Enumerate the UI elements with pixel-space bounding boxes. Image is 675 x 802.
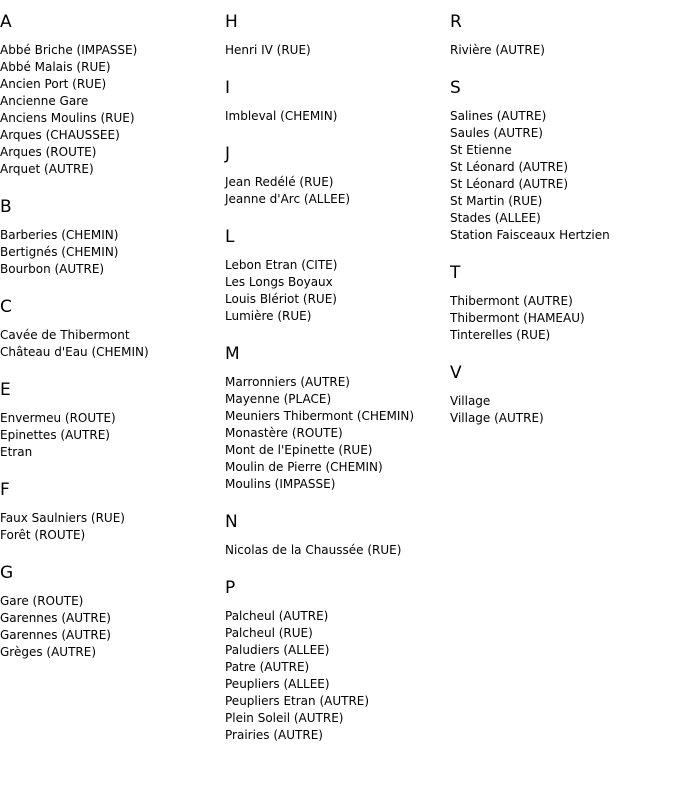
letter-group	[225, 512, 445, 559]
street-link[interactable]: Plein Soleil (AUTRE)	[225, 711, 344, 725]
street-column-3	[450, 12, 670, 446]
street-link[interactable]: Lumière (RUE)	[225, 309, 312, 323]
street-link[interactable]: Barberies (CHEMIN)	[0, 228, 119, 242]
street-link[interactable]: Grèges (AUTRE)	[0, 645, 97, 659]
letter-group	[450, 363, 670, 427]
street-link[interactable]: Peupliers (ALLEE)	[225, 677, 330, 691]
street-link[interactable]: Saules (AUTRE)	[450, 126, 543, 140]
street-list	[0, 510, 220, 544]
letter-group	[0, 563, 220, 661]
street-link[interactable]: Mayenne (PLACE)	[225, 392, 332, 406]
street-link[interactable]: Gare (ROUTE)	[0, 594, 84, 608]
street-link[interactable]: Garennes (AUTRE)	[0, 611, 111, 625]
street-link[interactable]: Jeanne d'Arc (ALLEE)	[225, 192, 350, 206]
street-link[interactable]: Meuniers Thibermont (CHEMIN)	[225, 409, 415, 423]
letter-heading: E	[0, 380, 11, 400]
letter-heading: V	[450, 363, 462, 383]
letter-heading: B	[0, 197, 12, 217]
letter-heading: N	[225, 512, 238, 532]
street-column-2	[225, 12, 445, 763]
letter-group	[450, 78, 670, 244]
street-link[interactable]: St Léonard (AUTRE)	[450, 160, 569, 174]
street-link[interactable]: Moulin de Pierre (CHEMIN)	[225, 460, 383, 474]
street-link[interactable]: Etran	[0, 445, 33, 459]
street-link[interactable]: Jean Redélé (RUE)	[225, 175, 334, 189]
street-list	[225, 542, 445, 559]
street-link[interactable]: Garennes (AUTRE)	[0, 628, 111, 642]
street-link[interactable]: St Léonard (AUTRE)	[450, 177, 569, 191]
street-list	[450, 108, 670, 244]
letter-group	[225, 227, 445, 325]
street-list	[0, 42, 220, 178]
street-link[interactable]: Patre (AUTRE)	[225, 660, 310, 674]
street-list	[0, 410, 220, 461]
street-link[interactable]: Les Longs Boyaux	[225, 275, 333, 289]
street-link[interactable]: Imbleval (CHEMIN)	[225, 109, 338, 123]
street-link[interactable]: Rivière (AUTRE)	[450, 43, 545, 57]
street-list	[225, 174, 445, 208]
street-link[interactable]: St Martin (RUE)	[450, 194, 543, 208]
street-link[interactable]: Envermeu (ROUTE)	[0, 411, 116, 425]
street-link[interactable]: Stades (ALLEE)	[450, 211, 541, 225]
street-link[interactable]: Henri IV (RUE)	[225, 43, 311, 57]
letter-heading: H	[225, 12, 238, 32]
street-link[interactable]: Marronniers (AUTRE)	[225, 375, 350, 389]
street-link[interactable]: Louis Blériot (RUE)	[225, 292, 337, 306]
street-link[interactable]: Peupliers Etran (AUTRE)	[225, 694, 370, 708]
street-link[interactable]: Abbé Malais (RUE)	[0, 60, 111, 74]
letter-heading: J	[225, 144, 231, 164]
letter-heading: S	[450, 78, 461, 98]
street-link[interactable]: Mont de l'Epinette (RUE)	[225, 443, 373, 457]
street-list	[0, 593, 220, 661]
letter-heading: I	[225, 78, 231, 98]
letter-heading: T	[450, 263, 461, 283]
street-link[interactable]: Paludiers (ALLEE)	[225, 643, 330, 657]
street-link[interactable]: Arques (ROUTE)	[0, 145, 97, 159]
street-link[interactable]: Thibermont (AUTRE)	[450, 294, 573, 308]
letter-group	[0, 297, 220, 361]
letter-heading: P	[225, 578, 236, 598]
street-link[interactable]: Lebon Etran (CITE)	[225, 258, 338, 272]
letter-group	[0, 197, 220, 278]
street-link[interactable]: Anciens Moulins (RUE)	[0, 111, 135, 125]
street-link[interactable]: Forêt (ROUTE)	[0, 528, 86, 542]
street-link[interactable]: Nicolas de la Chaussée (RUE)	[225, 543, 402, 557]
letter-group	[450, 263, 670, 344]
letter-heading: R	[450, 12, 462, 32]
street-list	[0, 227, 220, 278]
street-link[interactable]: Salines (AUTRE)	[450, 109, 547, 123]
street-list	[225, 608, 445, 744]
street-list	[225, 374, 445, 493]
street-link[interactable]: Station Faisceaux Hertzien	[450, 228, 610, 242]
letter-group	[225, 144, 445, 208]
street-link[interactable]: Cavée de Thibermont	[0, 328, 130, 342]
street-link[interactable]: Ancienne Gare	[0, 94, 89, 108]
street-link[interactable]: Arquet (AUTRE)	[0, 162, 94, 176]
street-list	[225, 108, 445, 125]
letter-group	[0, 12, 220, 178]
street-link[interactable]: Prairies (AUTRE)	[225, 728, 323, 742]
street-list	[0, 327, 220, 361]
street-list	[450, 42, 670, 59]
street-column-1	[0, 12, 220, 680]
street-link[interactable]: Epinettes (AUTRE)	[0, 428, 110, 442]
street-link[interactable]: Village	[450, 394, 491, 408]
street-link[interactable]: Château d'Eau (CHEMIN)	[0, 345, 149, 359]
letter-group	[225, 578, 445, 744]
letter-heading: M	[225, 344, 240, 364]
street-link[interactable]: Palcheul (AUTRE)	[225, 609, 329, 623]
street-list	[450, 293, 670, 344]
street-link[interactable]: Thibermont (HAMEAU)	[450, 311, 585, 325]
street-link[interactable]: Village (AUTRE)	[450, 411, 544, 425]
street-link[interactable]: Palcheul (RUE)	[225, 626, 313, 640]
street-link[interactable]: Ancien Port (RUE)	[0, 77, 107, 91]
letter-group	[450, 12, 670, 59]
letter-heading: C	[0, 297, 12, 317]
street-link[interactable]: Tinterelles (RUE)	[450, 328, 551, 342]
street-link[interactable]: St Etienne	[450, 143, 512, 157]
street-link[interactable]: Abbé Briche (IMPASSE)	[0, 43, 138, 57]
street-link[interactable]: Moulins (IMPASSE)	[225, 477, 336, 491]
street-list	[225, 257, 445, 325]
letter-group	[0, 380, 220, 461]
letter-group	[225, 344, 445, 493]
street-link[interactable]: Arques (CHAUSSEE)	[0, 128, 120, 142]
letter-heading: G	[0, 563, 14, 583]
street-list	[450, 393, 670, 427]
street-list	[225, 42, 445, 59]
street-link[interactable]: Bourbon (AUTRE)	[0, 262, 105, 276]
letter-heading: F	[0, 480, 10, 500]
letter-group	[225, 12, 445, 59]
letter-heading: L	[225, 227, 235, 247]
street-link[interactable]: Monastère (ROUTE)	[225, 426, 343, 440]
letter-heading: A	[0, 12, 12, 32]
street-link[interactable]: Bertignés (CHEMIN)	[0, 245, 119, 259]
street-link[interactable]: Faux Saulniers (RUE)	[0, 511, 125, 525]
letter-group	[0, 480, 220, 544]
letter-group	[225, 78, 445, 125]
